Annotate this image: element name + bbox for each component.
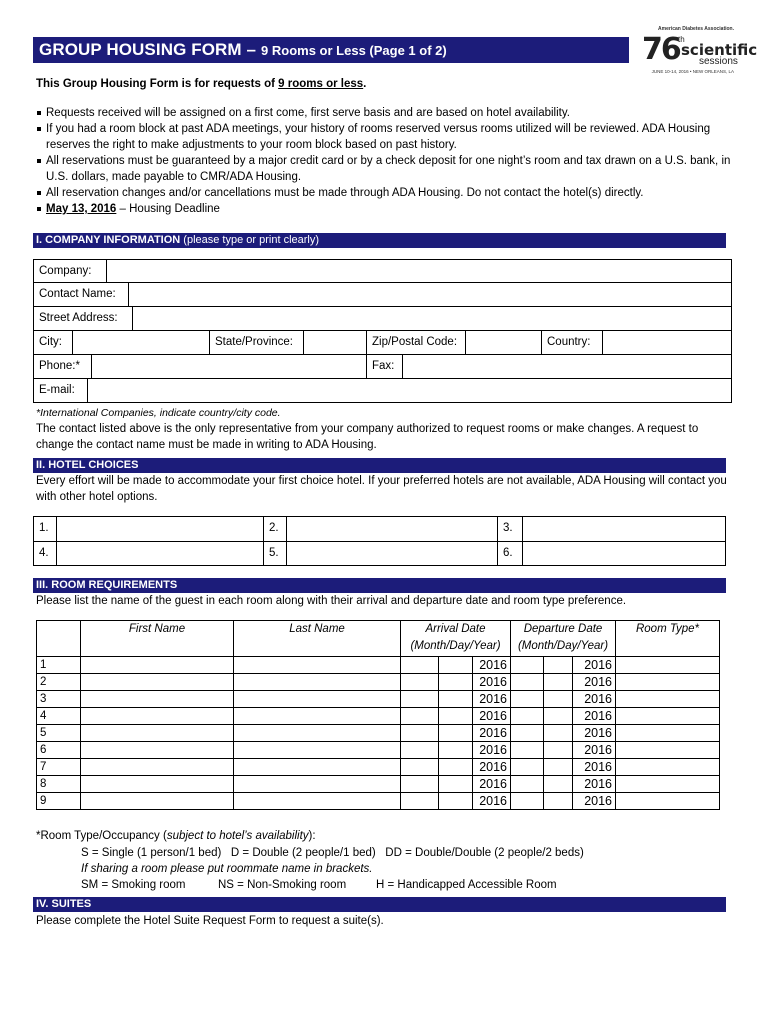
- departure-month-field[interactable]: [511, 759, 544, 776]
- guest-last-name-field[interactable]: [234, 742, 401, 759]
- room-number: 1: [37, 657, 81, 674]
- guest-first-name-field[interactable]: [81, 742, 234, 759]
- arrival-year: 2016: [473, 776, 511, 793]
- departure-day-field[interactable]: [544, 657, 573, 674]
- logo-dates: JUNE 10-14, 2016 • NEW ORLEANS, LA: [651, 69, 734, 74]
- departure-year: 2016: [573, 776, 616, 793]
- deadline-date: May 13, 2016: [46, 203, 117, 215]
- form-subtitle: 9 Rooms or Less (Page 1 of 2): [261, 42, 447, 58]
- city-label: City:: [39, 336, 62, 348]
- hotel-choice-5-label: 5.: [263, 542, 286, 565]
- arrival-day-field[interactable]: [439, 725, 473, 742]
- form-title: GROUP HOUSING FORM –: [39, 40, 257, 59]
- room-type-field[interactable]: [616, 674, 720, 691]
- room-type-header: Room Type*: [616, 621, 720, 657]
- room-requirements-note: Please list the name of the guest in each room along with their arrival and departure date and room type preference.: [36, 595, 627, 607]
- rule-item: All reservations must be guaranteed by a major credit card or by a check deposit for one night’s room and tax drawn on a U.S. bank, in U.S. dollars, made payable to CMR/ADA Housing.: [36, 153, 736, 185]
- hotel-row: [34, 517, 725, 541]
- rule-item: All reservation changes and/or cancellations must be made through ADA Housing. Do not contact the hotel(s) directly.: [36, 185, 736, 201]
- rule-item: Requests received will be assigned on a first come, first serve basis and are based on hotel availability.: [36, 105, 736, 121]
- room-type-field[interactable]: [616, 657, 720, 674]
- room-number: 6: [37, 742, 81, 759]
- contact-row: [33, 283, 732, 307]
- company-row: [33, 259, 732, 283]
- room-type-field[interactable]: [616, 691, 720, 708]
- guest-last-name-field[interactable]: [234, 691, 401, 708]
- section-hotels-title: II. HOTEL CHOICES: [36, 459, 139, 471]
- guest-first-name-field[interactable]: [81, 759, 234, 776]
- section-company-subtitle: (please type or print clearly): [180, 234, 320, 246]
- logo-line2: sessions: [699, 56, 738, 67]
- departure-day-field[interactable]: [544, 742, 573, 759]
- arrival-month-field[interactable]: [401, 691, 439, 708]
- room-type-field[interactable]: [616, 742, 720, 759]
- deadline-text: – Housing Deadline: [116, 203, 220, 215]
- email-field[interactable]: [87, 379, 731, 402]
- company-label: Company:: [39, 265, 92, 277]
- room-type-legend-occupancy: S = Single (1 person/1 bed) D = Double (2 people/1 bed) DD = Double/Double (2 people/2 beds): [81, 847, 584, 859]
- room-type-field[interactable]: [616, 725, 720, 742]
- phone-field[interactable]: [91, 355, 366, 378]
- legend-title-end: ):: [308, 830, 316, 842]
- hotel-choice-6-field[interactable]: [522, 542, 725, 565]
- departure-month-field[interactable]: [511, 708, 544, 725]
- country-label: Country:: [541, 331, 602, 354]
- arrival-year: 2016: [473, 725, 511, 742]
- guest-last-name-field[interactable]: [234, 725, 401, 742]
- room-type-legend-title: [36, 828, 316, 844]
- arrival-month-field[interactable]: [401, 657, 439, 674]
- email-row: [33, 379, 732, 403]
- guest-last-name-field[interactable]: [234, 708, 401, 725]
- section-company-title: I. COMPANY INFORMATION: [36, 234, 181, 246]
- city-row: [33, 331, 732, 355]
- arrival-year: 2016: [473, 793, 511, 810]
- email-label: E-mail:: [39, 384, 75, 396]
- room-number: 4: [37, 708, 81, 725]
- room-number: 8: [37, 776, 81, 793]
- departure-year: 2016: [573, 742, 616, 759]
- guest-first-name-field[interactable]: [81, 674, 234, 691]
- arrival-month-field[interactable]: [401, 759, 439, 776]
- room-number: 3: [37, 691, 81, 708]
- arrival-month-field[interactable]: [401, 776, 439, 793]
- deadline-item: [36, 201, 736, 217]
- arrival-month-field[interactable]: [401, 742, 439, 759]
- arrival-year: 2016: [473, 742, 511, 759]
- arrival-month-field[interactable]: [401, 793, 439, 810]
- room-number: 9: [37, 793, 81, 810]
- room-type-field[interactable]: [616, 793, 720, 810]
- room-row: [37, 742, 720, 759]
- hotel-choice-2-label: 2.: [263, 517, 286, 541]
- hotel-choice-4-label: 4.: [39, 547, 49, 559]
- company-info-table: [33, 259, 732, 403]
- arrival-year: 2016: [473, 759, 511, 776]
- room-number: 7: [37, 759, 81, 776]
- zip-field[interactable]: [465, 331, 541, 354]
- street-label: Street Address:: [39, 312, 118, 324]
- legend-title-italic: subject to hotel’s availability: [166, 830, 309, 842]
- country-field[interactable]: [602, 331, 731, 354]
- section-rooms-title: III. ROOM REQUIREMENTS: [36, 579, 178, 591]
- phone-row: [33, 355, 732, 379]
- fax-label: Fax:: [366, 355, 402, 378]
- arrival-day-field[interactable]: [439, 691, 473, 708]
- arrival-month-field[interactable]: [401, 674, 439, 691]
- hotel-choice-3-label: 3.: [497, 517, 522, 541]
- arrival-date-header: [401, 621, 511, 657]
- contact-authorization-note: The contact listed above is the only representative from your company authorized to request rooms or make changes. A request to change the contact name must be made in writing to ADA Housing.: [36, 423, 699, 451]
- hotel-choices-note: Every effort will be made to accommodate your first choice hotel. If your preferred hotels are not available, ADA Housing will contact you with other hotel options.: [36, 475, 727, 503]
- room-type-field[interactable]: [616, 776, 720, 793]
- hotel-choice-4-field[interactable]: [56, 542, 263, 565]
- arrival-year: 2016: [473, 674, 511, 691]
- logo-number: 76: [642, 32, 680, 67]
- arrival-day-field[interactable]: [439, 793, 473, 810]
- arrival-year: 2016: [473, 691, 511, 708]
- guest-last-name-field[interactable]: [234, 776, 401, 793]
- departure-year: 2016: [573, 759, 616, 776]
- smoking-legend-ns: NS = Non-Smoking room: [218, 879, 347, 891]
- room-row: [37, 674, 720, 691]
- arrival-day-field[interactable]: [439, 759, 473, 776]
- street-row: [33, 307, 732, 331]
- city-field[interactable]: [72, 331, 209, 354]
- logo-suffix: th: [678, 35, 685, 44]
- guest-last-name-field[interactable]: [234, 759, 401, 776]
- departure-day-field[interactable]: [544, 759, 573, 776]
- room-row: [37, 776, 720, 793]
- first-name-header: First Name: [81, 621, 234, 657]
- intro-emphasis: 9 rooms or less: [278, 78, 364, 90]
- arrival-day-field[interactable]: [439, 657, 473, 674]
- row-number-header: [37, 621, 81, 657]
- hotel-choice-2-field[interactable]: [286, 517, 497, 541]
- contact-label: Contact Name:: [39, 288, 116, 300]
- departure-year: 2016: [573, 691, 616, 708]
- departure-month-field[interactable]: [511, 691, 544, 708]
- guest-last-name-field[interactable]: [234, 674, 401, 691]
- departure-month-field[interactable]: [511, 742, 544, 759]
- form-title-banner: [33, 37, 629, 63]
- logo-association: American Diabetes Association.: [658, 26, 734, 32]
- hotel-choice-1-label: 1.: [39, 522, 49, 534]
- guest-last-name-field[interactable]: [234, 793, 401, 810]
- rule-item: If you had a room block at past ADA meetings, your history of rooms reserved versus rooms utilized will be reviewed. ADA Housing reserves the right to make adjustments to your room block based on past history.: [36, 121, 736, 153]
- departure-day-field[interactable]: [544, 674, 573, 691]
- room-row: [37, 657, 720, 674]
- departure-day-field[interactable]: [544, 776, 573, 793]
- arrival-year: 2016: [473, 708, 511, 725]
- guest-first-name-field[interactable]: [81, 657, 234, 674]
- departure-date-format: (Month/Day/Year): [517, 640, 609, 652]
- accessible-legend: H = Handicapped Accessible Room: [376, 879, 557, 891]
- section-suites-header: [33, 897, 726, 912]
- departure-year: 2016: [573, 657, 616, 674]
- intro-prefix: This Group Housing Form is for requests of: [36, 78, 279, 90]
- hotel-choice-1-field[interactable]: [56, 517, 263, 541]
- hotel-row: [34, 541, 725, 565]
- arrival-day-field[interactable]: [439, 776, 473, 793]
- departure-day-field[interactable]: [544, 691, 573, 708]
- departure-day-field[interactable]: [544, 793, 573, 810]
- departure-date-label: Departure Date: [523, 623, 603, 635]
- guest-first-name-field[interactable]: [81, 708, 234, 725]
- last-name-header: Last Name: [234, 621, 401, 657]
- state-field[interactable]: [303, 331, 366, 354]
- guest-first-name-field[interactable]: [81, 691, 234, 708]
- room-row: [37, 725, 720, 742]
- logo-line1: scientific: [681, 41, 758, 59]
- arrival-month-field[interactable]: [401, 725, 439, 742]
- room-row: [37, 708, 720, 725]
- departure-month-field[interactable]: [511, 657, 544, 674]
- departure-month-field[interactable]: [511, 793, 544, 810]
- room-number: 5: [37, 725, 81, 742]
- room-row: [37, 793, 720, 810]
- international-footnote: *International Companies, indicate country/city code.: [36, 407, 281, 419]
- arrival-day-field[interactable]: [439, 674, 473, 691]
- departure-year: 2016: [573, 674, 616, 691]
- smoking-legend-sm: SM = Smoking room: [81, 879, 186, 891]
- room-type-field[interactable]: [616, 708, 720, 725]
- section-hotels-header: [33, 458, 726, 473]
- guest-first-name-field[interactable]: [81, 776, 234, 793]
- intro-suffix: .: [363, 78, 367, 90]
- scientific-sessions-logo: [638, 26, 758, 78]
- guest-first-name-field[interactable]: [81, 793, 234, 810]
- legend-title-start: *Room Type/Occupancy (: [36, 830, 167, 842]
- phone-label: Phone:*: [39, 360, 80, 372]
- guest-last-name-field[interactable]: [234, 657, 401, 674]
- departure-year: 2016: [573, 793, 616, 810]
- departure-month-field[interactable]: [511, 776, 544, 793]
- hotel-choice-5-field[interactable]: [286, 542, 497, 565]
- section-suites-title: IV. SUITES: [36, 898, 92, 910]
- room-requirements-table: [36, 620, 720, 810]
- departure-year: 2016: [573, 725, 616, 742]
- room-rows: [37, 657, 720, 810]
- fax-field[interactable]: [402, 355, 731, 378]
- roommate-instruction: If sharing a room please put roommate name in brackets.: [81, 863, 373, 875]
- rules-list: [36, 105, 736, 217]
- suites-note: Please complete the Hotel Suite Request Form to request a suite(s).: [36, 915, 384, 927]
- departure-month-field[interactable]: [511, 674, 544, 691]
- arrival-day-field[interactable]: [439, 742, 473, 759]
- arrival-month-field[interactable]: [401, 708, 439, 725]
- section-company-header: [33, 233, 726, 248]
- departure-day-field[interactable]: [544, 708, 573, 725]
- company-field[interactable]: [106, 260, 731, 282]
- arrival-date-format: (Month/Day/Year): [410, 640, 501, 652]
- room-type-field[interactable]: [616, 759, 720, 776]
- departure-day-field[interactable]: [544, 725, 573, 742]
- guest-first-name-field[interactable]: [81, 725, 234, 742]
- street-address-field[interactable]: [132, 307, 731, 330]
- arrival-day-field[interactable]: [439, 708, 473, 725]
- hotel-choice-6-label: 6.: [497, 542, 522, 565]
- room-row: [37, 759, 720, 776]
- zip-label: Zip/Postal Code:: [366, 331, 465, 354]
- intro-text: [36, 78, 366, 90]
- room-row: [37, 691, 720, 708]
- contact-name-field[interactable]: [128, 283, 731, 306]
- departure-date-header: [511, 621, 616, 657]
- departure-month-field[interactable]: [511, 725, 544, 742]
- departure-year: 2016: [573, 708, 616, 725]
- hotel-choice-3-field[interactable]: [522, 517, 725, 541]
- room-number: 2: [37, 674, 81, 691]
- section-rooms-header: [33, 578, 726, 593]
- hotel-choices-table: [33, 516, 726, 566]
- arrival-year: 2016: [473, 657, 511, 674]
- arrival-date-label: Arrival Date: [425, 623, 486, 635]
- state-label: State/Province:: [209, 331, 303, 354]
